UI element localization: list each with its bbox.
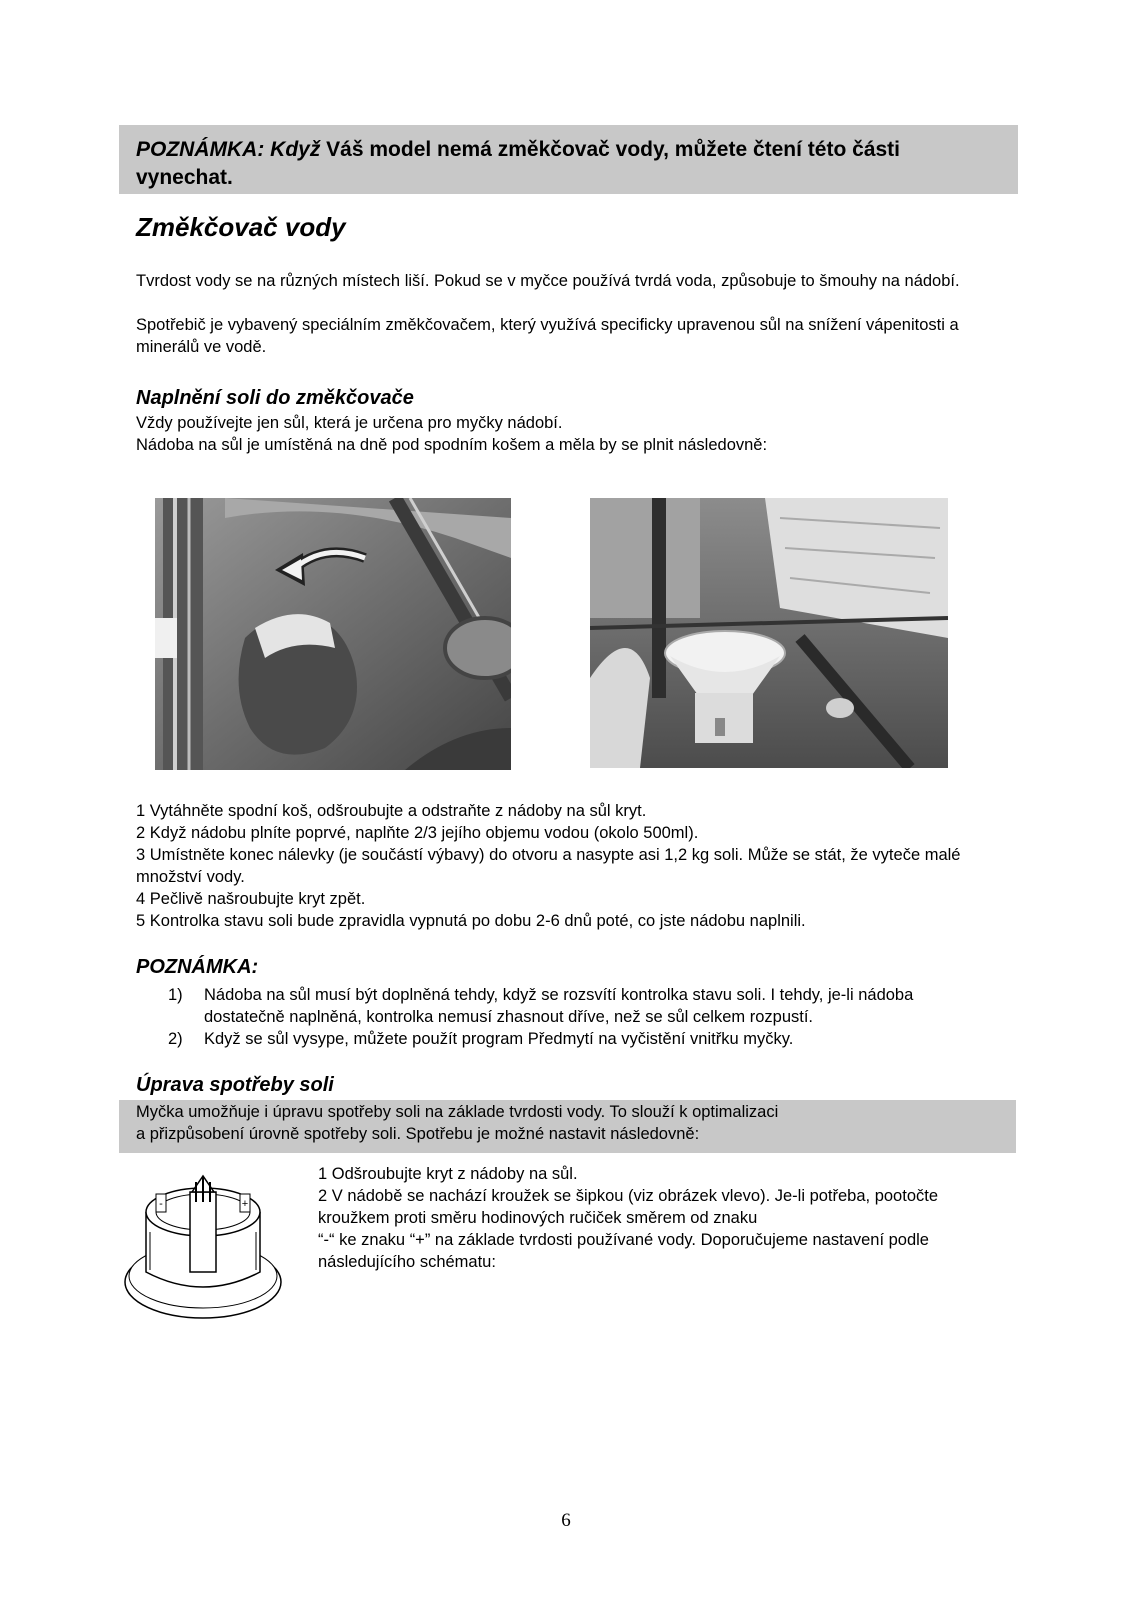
note-label: POZNÁMKA: Když	[136, 138, 321, 161]
fill-line-1: Vždy používejte jen sůl, která je určena pro myčky nádobí.	[136, 414, 563, 432]
photo-remove-cap	[155, 498, 511, 770]
salt-dial-graphic	[120, 1172, 286, 1322]
note-box	[119, 125, 1018, 194]
adjust-info-band	[119, 1100, 1016, 1153]
section-adjust-heading: Úprava spotřeby soli	[136, 1074, 334, 1096]
note-text	[136, 136, 996, 192]
band-line-1: Myčka umožňuje i úpravu spotřeby soli na základe tvrdosti vody. To slouží k optimalizaci	[136, 1103, 779, 1121]
list-item-number: 1)	[168, 986, 183, 1004]
list-item	[168, 984, 998, 1028]
photo-funnel-graphic	[590, 498, 948, 768]
salt-dial-illustration	[120, 1172, 286, 1322]
note2-list	[168, 984, 998, 1050]
note2-heading: POZNÁMKA:	[136, 956, 259, 978]
step-1: 1 Vytáhněte spodní koš, odšroubujte a odstraňte z nádoby na sůl kryt.	[136, 802, 647, 820]
step-3: 3 Umístněte konec nálevky (je součástí výbavy) do otvoru a nasypte asi 1,2 kg soli. Může se stát, že vyteče malé množství vody.	[136, 846, 961, 886]
photo-funnel	[590, 498, 948, 768]
list-item	[168, 1028, 998, 1050]
step-4: 4 Pečlivě našroubujte kryt zpět.	[136, 890, 366, 908]
intro-para-1: Tvrdost vody se na různých místech liší. Pokud se v myčce používá tvrdá voda, způsobuje to šmouhy na nádobí.	[136, 272, 960, 290]
section-fill-heading: Naplnění soli do změkčovače	[136, 387, 414, 409]
band-line-2: a přizpůsobení úrovně spotřeby soli. Spotřebu je možné nastavit následovně:	[136, 1125, 700, 1143]
note-body: Váš model nemá změkčovač vody, můžete čtení této části vynechat.	[136, 138, 901, 189]
fill-line-2: Nádoba na sůl je umístěná na dně pod spodním košem a měla by se plnit následovně:	[136, 436, 768, 454]
adjust-step-2: 2 V nádobě se nachází kroužek se šipkou (viz obrázek vlevo). Je-li potřeba, pootočte kroužkem proti směru hodinových ručiček směrem od znaku	[318, 1187, 939, 1227]
dial-plus-label: +	[241, 1198, 249, 1210]
photo-remove-cap-graphic	[155, 498, 511, 770]
page-number: 6	[561, 1510, 571, 1531]
list-item-text: Když se sůl vysype, můžete použít program Předmytí na vyčistění vnitřku myčky.	[204, 1030, 794, 1048]
step-2: 2 Když nádobu plníte poprvé, naplňte 2/3 jejího objemu vodou (okolo 500ml).	[136, 824, 699, 842]
list-item-text: Nádoba na sůl musí být doplněná tehdy, když se rozsvítí kontrolka stavu soli. I tehdy, je-li nádoba dostatečně naplněná, kontrolka nemusí zhasnout dříve, než se sůl celkem rozpustí.	[204, 986, 914, 1026]
adjust-step-2-cont: “-“ ke znaku “+” na základe tvrdosti používané vody. Doporučujeme nastavení podle následujícího schématu:	[318, 1231, 929, 1271]
page-title: Změkčovač vody	[136, 212, 346, 242]
dial-minus-label: -	[159, 1198, 163, 1210]
step-5: 5 Kontrolka stavu soli bude zpravidla vypnutá po dobu 2-6 dnů poté, co jste nádobu naplnili.	[136, 912, 806, 930]
adjust-steps	[318, 1163, 1008, 1273]
adjust-step-1: 1 Odšroubujte kryt z nádoby na sůl.	[318, 1165, 578, 1183]
intro-para-2: Spotřebič je vybavený speciálním změkčovačem, který využívá specificky upravenou sůl na snížení vápenitosti a minerálů ve vodě.	[136, 316, 959, 356]
list-item-number: 2)	[168, 1030, 183, 1048]
